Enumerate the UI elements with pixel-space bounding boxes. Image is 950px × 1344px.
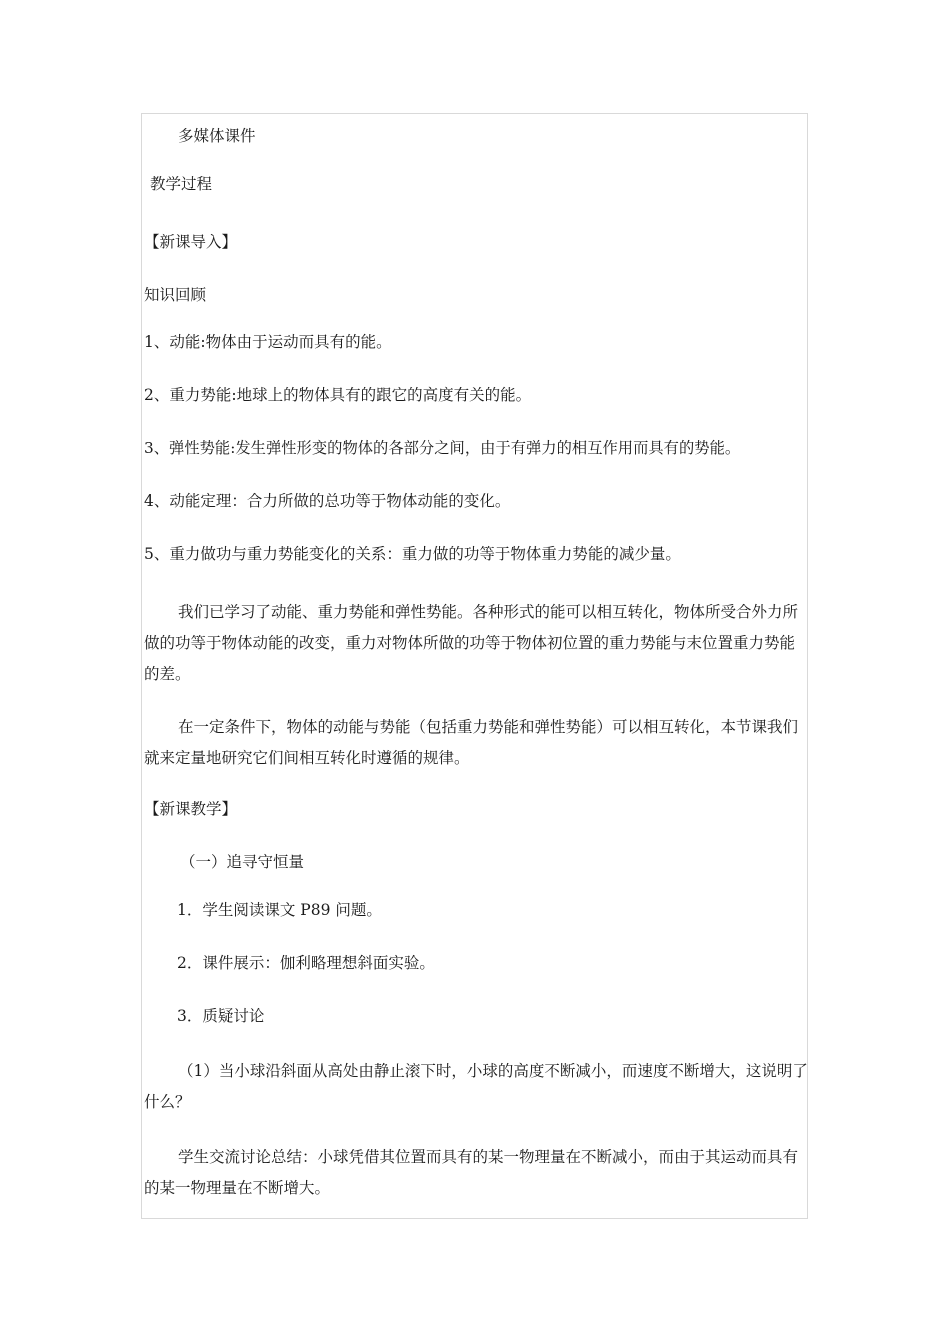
process-heading: 教学过程 (150, 175, 213, 193)
review-item: 1、动能:物体由于运动而具有的能。 (144, 333, 392, 351)
intro-paragraph: 我们已学习了动能、重力势能和弹性势能。各种形式的能可以相互转化，物体所受合外力所做的功等于物体动能的改变，重力对物体所做的功等于物体初位置的重力势能与末位置重力势能的差。 (144, 603, 799, 683)
step-item: 3．质疑讨论 (177, 1007, 265, 1025)
step-item: 2．课件展示：伽利略理想斜面实验。 (177, 954, 435, 972)
resource-text: 多媒体课件 (178, 127, 256, 145)
review-item: 2、重力势能:地球上的物体具有的跟它的高度有关的能。 (144, 386, 532, 404)
review-item: 4、动能定理：合力所做的总功等于物体动能的变化。 (144, 492, 511, 510)
review-item: 5、重力做功与重力势能变化的关系：重力做的功等于物体重力势能的减少量。 (144, 545, 681, 563)
section-intro-heading: 【新课导入】 (144, 233, 238, 251)
question-paragraph: （1）当小球沿斜面从高处由静止滚下时，小球的高度不断减小，而速度不断增大，这说明了什么？ (144, 1062, 808, 1111)
intro-paragraph: 在一定条件下，物体的动能与势能（包括重力势能和弹性势能）可以相互转化，本节课我们就来定量地研究它们间相互转化时遵循的规律。 (144, 718, 799, 767)
section-new-heading: 【新课教学】 (144, 800, 238, 818)
step-item: 1．学生阅读课文 P89 问题。 (177, 901, 382, 919)
review-title: 知识回顾 (144, 286, 207, 304)
summary-paragraph: 学生交流讨论总结：小球凭借其位置而具有的某一物理量在不断减小，而由于其运动而具有的某一物理量在不断增大。 (144, 1148, 799, 1197)
review-item: 3、弹性势能:发生弹性形变的物体的各部分之间，由于有弹力的相互作用而具有的势能。 (144, 439, 741, 457)
sub-heading: （一）追寻守恒量 (180, 853, 305, 871)
